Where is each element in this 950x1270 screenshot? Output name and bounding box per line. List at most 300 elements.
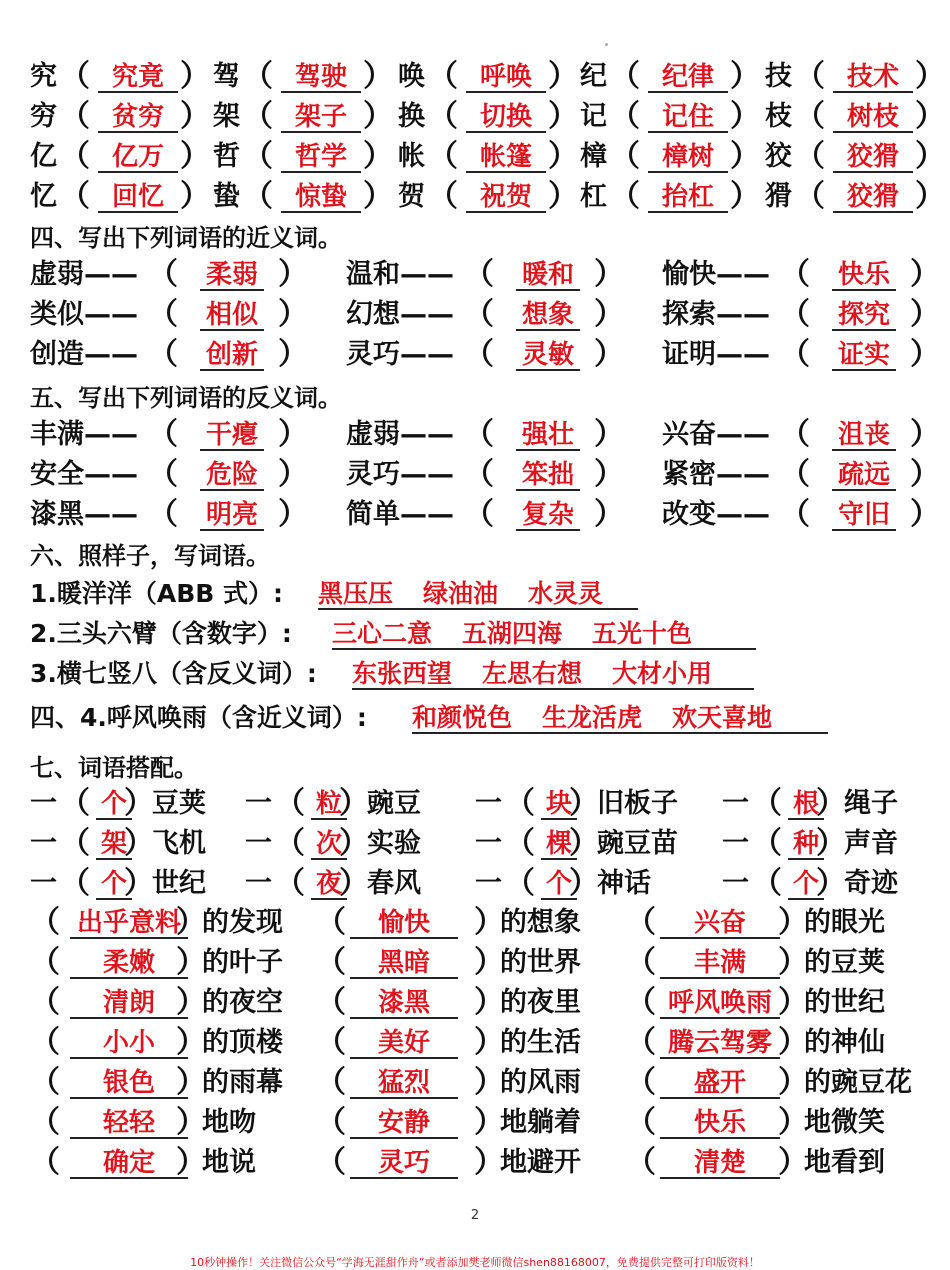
- close-paren: ）: [778, 945, 808, 980]
- open-paren: （: [505, 866, 535, 901]
- answer-blank: 抬杠: [648, 180, 728, 213]
- close-paren: ）: [176, 985, 206, 1020]
- example-answer: 东张西望: [352, 659, 453, 688]
- close-paren: ）: [915, 99, 945, 134]
- phrase-suffix: 的世纪: [804, 987, 885, 1018]
- answer-blank: 创新: [200, 338, 264, 371]
- close-paren: ）: [474, 945, 504, 980]
- noun-label: 旧板子: [597, 788, 678, 819]
- close-paren: ）: [124, 786, 154, 821]
- phrase-row: [0, 983, 950, 1023]
- close-paren: ）: [180, 179, 210, 214]
- char-label: 贺: [398, 181, 425, 212]
- char-label: 驾: [213, 61, 240, 92]
- phrase-suffix: 地躺着: [500, 1107, 581, 1138]
- open-paren: （: [60, 826, 90, 861]
- one-label: 一: [245, 828, 272, 859]
- one-label: 一: [475, 788, 502, 819]
- measure-blank: 根: [788, 787, 824, 820]
- phrase-suffix: 的神仙: [804, 1027, 885, 1058]
- open-paren: （: [626, 945, 656, 980]
- example-answer: 三心二意: [332, 619, 433, 648]
- close-paren: ）: [730, 59, 760, 94]
- phrase-blank: 灵巧: [350, 1146, 458, 1179]
- example-answer: 和颜悦色: [412, 703, 513, 732]
- close-paren: ）: [910, 297, 940, 332]
- open-paren: （: [626, 1145, 656, 1180]
- word-label: 简单——: [346, 499, 454, 530]
- word-label: 幻想——: [346, 299, 454, 330]
- open-paren: （: [780, 457, 810, 492]
- close-paren: ）: [176, 1145, 206, 1180]
- phrase-blank: 愉快: [350, 906, 458, 939]
- close-paren: ）: [548, 139, 578, 174]
- close-paren: ）: [778, 905, 808, 940]
- phrase-suffix: 的风雨: [500, 1067, 581, 1098]
- close-paren: ）: [474, 1105, 504, 1140]
- open-paren: （: [30, 945, 60, 980]
- one-label: 一: [475, 828, 502, 859]
- phrase-blank: 轻轻: [70, 1106, 188, 1139]
- phrase-suffix: 的世界: [500, 947, 581, 978]
- open-paren: （: [316, 1105, 346, 1140]
- phrase-blank: 盛开: [660, 1066, 780, 1099]
- word-label: 类似——: [30, 299, 138, 330]
- phrase-suffix: 的顶楼: [202, 1027, 283, 1058]
- close-paren: ）: [180, 99, 210, 134]
- open-paren: （: [316, 1025, 346, 1060]
- one-label: 一: [245, 788, 272, 819]
- open-paren: （: [752, 786, 782, 821]
- example-answer: 绿油油: [423, 579, 499, 608]
- phrase-blank: 猛烈: [350, 1066, 458, 1099]
- close-paren: ）: [569, 786, 599, 821]
- answer-blank: 贫穷: [98, 100, 178, 133]
- close-paren: ）: [594, 497, 624, 532]
- word-label: 证明——: [662, 339, 770, 370]
- char-label: 唤: [398, 61, 425, 92]
- page-number: 2: [470, 1208, 480, 1223]
- char-label: 帐: [398, 141, 425, 172]
- open-paren: （: [60, 99, 90, 134]
- measure-blank: 夜: [311, 867, 347, 900]
- open-paren: （: [148, 497, 178, 532]
- phrase-row: [0, 1103, 950, 1143]
- open-paren: （: [316, 1145, 346, 1180]
- close-paren: ）: [124, 866, 154, 901]
- example-answer: 生龙活虎: [542, 703, 643, 732]
- close-paren: ）: [778, 985, 808, 1020]
- example-prompt: 四、4.呼风唤雨（含近义词）:: [30, 703, 367, 732]
- close-paren: ）: [474, 905, 504, 940]
- open-paren: （: [30, 905, 60, 940]
- close-paren: ）: [594, 417, 624, 452]
- answer-blank: 强壮: [516, 418, 580, 451]
- answer-blank: 证实: [832, 338, 896, 371]
- open-paren: （: [60, 786, 90, 821]
- noun-label: 飞机: [152, 828, 206, 859]
- section4-heading-text: 四、写出下列词语的近义词。: [30, 224, 342, 252]
- example-answers: [318, 577, 638, 610]
- char-label: 蛰: [213, 181, 240, 212]
- section6-heading-text: 六、照样子，写词语。: [30, 542, 270, 570]
- phrase-row: [0, 943, 950, 983]
- answer-blank: 复杂: [516, 498, 580, 531]
- open-paren: （: [148, 297, 178, 332]
- pair-row: [0, 335, 950, 375]
- open-paren: （: [243, 179, 273, 214]
- answer-blank: 樟树: [648, 140, 728, 173]
- answer-blank: 快乐: [832, 258, 896, 291]
- close-paren: ）: [816, 826, 846, 861]
- example-answer: 五湖四海: [462, 619, 563, 648]
- close-paren: ）: [910, 497, 940, 532]
- char-label: 亿: [30, 141, 57, 172]
- example-answer: 水灵灵: [528, 579, 604, 608]
- word-label: 紧密——: [662, 459, 770, 490]
- pair-row: [0, 295, 950, 335]
- open-paren: （: [428, 99, 458, 134]
- one-label: 一: [30, 828, 57, 859]
- close-paren: ）: [816, 866, 846, 901]
- phrase-blank: 丰满: [660, 946, 780, 979]
- noun-label: 绳子: [844, 788, 898, 819]
- open-paren: （: [795, 59, 825, 94]
- measure-blank: 块: [541, 787, 577, 820]
- close-paren: ）: [278, 257, 308, 292]
- open-paren: （: [275, 786, 305, 821]
- close-paren: ）: [915, 139, 945, 174]
- open-paren: （: [316, 945, 346, 980]
- char-label: 记: [580, 101, 607, 132]
- char-label: 杠: [580, 181, 607, 212]
- answer-blank: 究竟: [98, 60, 178, 93]
- close-paren: ）: [594, 297, 624, 332]
- close-paren: ）: [278, 337, 308, 372]
- char-label: 樟: [580, 141, 607, 172]
- close-paren: ）: [915, 179, 945, 214]
- one-label: 一: [30, 788, 57, 819]
- word-label: 漆黑——: [30, 499, 138, 530]
- example-answers: [352, 657, 754, 690]
- close-paren: ）: [278, 497, 308, 532]
- open-paren: （: [60, 179, 90, 214]
- open-paren: （: [780, 497, 810, 532]
- open-paren: （: [316, 1065, 346, 1100]
- noun-label: 神话: [597, 868, 651, 899]
- answer-blank: 明亮: [200, 498, 264, 531]
- one-label: 一: [722, 828, 749, 859]
- open-paren: （: [275, 826, 305, 861]
- measure-row: [0, 784, 950, 824]
- phrase-suffix: 地说: [202, 1147, 256, 1178]
- char-row: [0, 57, 950, 97]
- answer-blank: 灵敏: [516, 338, 580, 371]
- one-label: 一: [245, 868, 272, 899]
- open-paren: （: [626, 905, 656, 940]
- answer-blank: 狡猾: [833, 140, 913, 173]
- open-paren: （: [464, 497, 494, 532]
- char-label: 换: [398, 101, 425, 132]
- phrase-suffix: 的夜里: [500, 987, 581, 1018]
- close-paren: ）: [569, 826, 599, 861]
- phrase-blank: 呼风唤雨: [660, 986, 780, 1019]
- close-paren: ）: [180, 139, 210, 174]
- close-paren: ）: [176, 1065, 206, 1100]
- measure-blank: 个: [96, 787, 132, 820]
- close-paren: ）: [176, 945, 206, 980]
- open-paren: （: [148, 337, 178, 372]
- char-label: 哲: [213, 141, 240, 172]
- phrase-suffix: 地看到: [804, 1147, 885, 1178]
- close-paren: ）: [730, 179, 760, 214]
- answer-blank: 相似: [200, 298, 264, 331]
- example-prompt: 3.横七竖八（含反义词）:: [30, 659, 317, 688]
- char-label: 纪: [580, 61, 607, 92]
- noun-label: 声音: [844, 828, 898, 859]
- noun-label: 世纪: [152, 868, 206, 899]
- answer-blank: 狡猾: [833, 180, 913, 213]
- measure-blank: 次: [311, 827, 347, 860]
- example-answer: 左思右想: [482, 659, 583, 688]
- pair-row: [0, 455, 950, 495]
- phrase-blank: 美好: [350, 1026, 458, 1059]
- close-paren: ）: [278, 417, 308, 452]
- one-label: 一: [475, 868, 502, 899]
- close-paren: ）: [548, 99, 578, 134]
- answer-blank: 亿万: [98, 140, 178, 173]
- close-paren: ）: [339, 786, 369, 821]
- open-paren: （: [610, 59, 640, 94]
- open-paren: （: [275, 866, 305, 901]
- phrase-blank: 黑暗: [350, 946, 458, 979]
- open-paren: （: [60, 139, 90, 174]
- answer-blank: 柔弱: [200, 258, 264, 291]
- phrase-suffix: 的雨幕: [202, 1067, 283, 1098]
- pair-row: [0, 495, 950, 535]
- phrase-blank: 清楚: [660, 1146, 780, 1179]
- answer-blank: 祝贺: [466, 180, 546, 213]
- open-paren: （: [795, 99, 825, 134]
- open-paren: （: [505, 826, 535, 861]
- open-paren: （: [428, 139, 458, 174]
- phrase-suffix: 地避开: [500, 1147, 581, 1178]
- close-paren: ）: [339, 826, 369, 861]
- phrase-row: [0, 1143, 950, 1183]
- answer-blank: 笨拙: [516, 458, 580, 491]
- phrase-blank: 柔嫩: [70, 946, 188, 979]
- char-row: [0, 97, 950, 137]
- measure-blank: 个: [788, 867, 824, 900]
- answer-blank: 树枝: [833, 100, 913, 133]
- open-paren: （: [780, 297, 810, 332]
- char-row: [0, 177, 950, 217]
- answer-blank: 沮丧: [832, 418, 896, 451]
- one-label: 一: [722, 788, 749, 819]
- phrase-blank: 银色: [70, 1066, 188, 1099]
- close-paren: ）: [910, 417, 940, 452]
- char-label: 忆: [30, 181, 57, 212]
- one-label: 一: [722, 868, 749, 899]
- char-label: 技: [765, 61, 792, 92]
- phrase-blank: 确定: [70, 1146, 188, 1179]
- example-answer: 黑压压: [318, 579, 394, 608]
- char-label: 架: [213, 101, 240, 132]
- phrase-blank: 清朗: [70, 986, 188, 1019]
- noun-label: 春风: [367, 868, 421, 899]
- pair-row: [0, 255, 950, 295]
- close-paren: ）: [339, 866, 369, 901]
- answer-blank: 疏远: [832, 458, 896, 491]
- answer-blank: 切换: [466, 100, 546, 133]
- open-paren: （: [626, 1105, 656, 1140]
- char-row: [0, 137, 950, 177]
- word-label: 虚弱——: [346, 419, 454, 450]
- word-label: 兴奋——: [662, 419, 770, 450]
- phrase-row: [0, 903, 950, 943]
- open-paren: （: [243, 59, 273, 94]
- close-paren: ）: [548, 59, 578, 94]
- open-paren: （: [464, 337, 494, 372]
- measure-row: [0, 824, 950, 864]
- close-paren: ）: [778, 1145, 808, 1180]
- char-label: 穷: [30, 101, 57, 132]
- word-label: 探索——: [662, 299, 770, 330]
- close-paren: ）: [363, 99, 393, 134]
- answer-blank: 危险: [200, 458, 264, 491]
- example-prompt: 2.三头六臂（含数字）:: [30, 619, 292, 648]
- phrase-row: [0, 1023, 950, 1063]
- answer-blank: 回忆: [98, 180, 178, 213]
- phrase-suffix: 地微笑: [804, 1107, 885, 1138]
- open-paren: （: [243, 139, 273, 174]
- word-label: 丰满——: [30, 419, 138, 450]
- open-paren: （: [610, 139, 640, 174]
- close-paren: ）: [124, 826, 154, 861]
- close-paren: ）: [363, 59, 393, 94]
- char-label: 猾: [765, 181, 792, 212]
- example-answer: 大材小用: [612, 659, 713, 688]
- phrase-blank: 出乎意料: [70, 906, 188, 939]
- answer-blank: 探究: [832, 298, 896, 331]
- noun-label: 奇迹: [844, 868, 898, 899]
- phrase-blank: 漆黑: [350, 986, 458, 1019]
- phrase-suffix: 的发现: [202, 907, 283, 938]
- open-paren: （: [610, 99, 640, 134]
- close-paren: ）: [176, 1025, 206, 1060]
- close-paren: ）: [278, 457, 308, 492]
- answer-blank: 帐篷: [466, 140, 546, 173]
- answer-blank: 技术: [833, 60, 913, 93]
- open-paren: （: [60, 866, 90, 901]
- close-paren: ）: [363, 139, 393, 174]
- word-label: 改变——: [662, 499, 770, 530]
- open-paren: （: [60, 59, 90, 94]
- example-prompt: 1.暖洋洋（ABB 式）:: [30, 579, 284, 608]
- word-label: 愉快——: [662, 259, 770, 290]
- phrase-suffix: 的豆荚: [804, 947, 885, 978]
- close-paren: ）: [910, 457, 940, 492]
- close-paren: ）: [474, 1065, 504, 1100]
- open-paren: （: [30, 1145, 60, 1180]
- open-paren: （: [610, 179, 640, 214]
- answer-blank: 记住: [648, 100, 728, 133]
- phrase-suffix: 的想象: [500, 907, 581, 938]
- open-paren: （: [626, 985, 656, 1020]
- open-paren: （: [795, 139, 825, 174]
- answer-blank: 架子: [281, 100, 361, 133]
- char-label: 究: [30, 61, 57, 92]
- open-paren: （: [30, 1025, 60, 1060]
- word-label: 灵巧——: [346, 339, 454, 370]
- close-paren: ）: [730, 99, 760, 134]
- answer-blank: 驾驶: [281, 60, 361, 93]
- answer-blank: 守旧: [832, 498, 896, 531]
- phrase-blank: 小小: [70, 1026, 188, 1059]
- open-paren: （: [148, 417, 178, 452]
- close-paren: ）: [474, 1025, 504, 1060]
- open-paren: （: [626, 1025, 656, 1060]
- measure-blank: 个: [96, 867, 132, 900]
- answer-blank: 暖和: [516, 258, 580, 291]
- answer-blank: 惊蛰: [281, 180, 361, 213]
- open-paren: （: [626, 1065, 656, 1100]
- answer-blank: 想象: [516, 298, 580, 331]
- char-label: 狡: [765, 141, 792, 172]
- example-answers: [412, 701, 828, 734]
- close-paren: ）: [548, 179, 578, 214]
- open-paren: （: [148, 457, 178, 492]
- open-paren: （: [30, 1105, 60, 1140]
- open-paren: （: [795, 179, 825, 214]
- open-paren: （: [780, 337, 810, 372]
- open-paren: （: [243, 99, 273, 134]
- close-paren: ）: [474, 985, 504, 1020]
- open-paren: （: [464, 457, 494, 492]
- open-paren: （: [780, 417, 810, 452]
- open-paren: （: [464, 417, 494, 452]
- measure-blank: 棵: [541, 827, 577, 860]
- open-paren: （: [30, 1065, 60, 1100]
- close-paren: ）: [474, 1145, 504, 1180]
- open-paren: （: [316, 905, 346, 940]
- phrase-suffix: 的豌豆花: [804, 1067, 912, 1098]
- close-paren: ）: [176, 1105, 206, 1140]
- open-paren: （: [780, 257, 810, 292]
- section5-heading-text: 五、写出下列词语的反义词。: [30, 384, 342, 412]
- phrase-blank: 腾云驾雾: [660, 1026, 780, 1059]
- close-paren: ）: [816, 786, 846, 821]
- scan-dot: [605, 43, 608, 46]
- pair-row: [0, 415, 950, 455]
- close-paren: ）: [363, 179, 393, 214]
- one-label: 一: [30, 868, 57, 899]
- word-label: 虚弱——: [30, 259, 138, 290]
- word-label: 温和——: [346, 259, 454, 290]
- close-paren: ）: [594, 457, 624, 492]
- word-label: 灵巧——: [346, 459, 454, 490]
- char-label: 枝: [765, 101, 792, 132]
- phrase-suffix: 地吻: [202, 1107, 256, 1138]
- footer-note: 10秒钟操作！关注微信公众号“学海无涯甜作舟”或者添加樊老师微信shen88168007，免费提供完整可打印版资料！: [190, 1256, 760, 1269]
- close-paren: ）: [910, 337, 940, 372]
- open-paren: （: [148, 257, 178, 292]
- example-answer: 欢天喜地: [672, 703, 773, 732]
- noun-label: 实验: [367, 828, 421, 859]
- noun-label: 豌豆苗: [597, 828, 678, 859]
- open-paren: （: [464, 257, 494, 292]
- open-paren: （: [464, 297, 494, 332]
